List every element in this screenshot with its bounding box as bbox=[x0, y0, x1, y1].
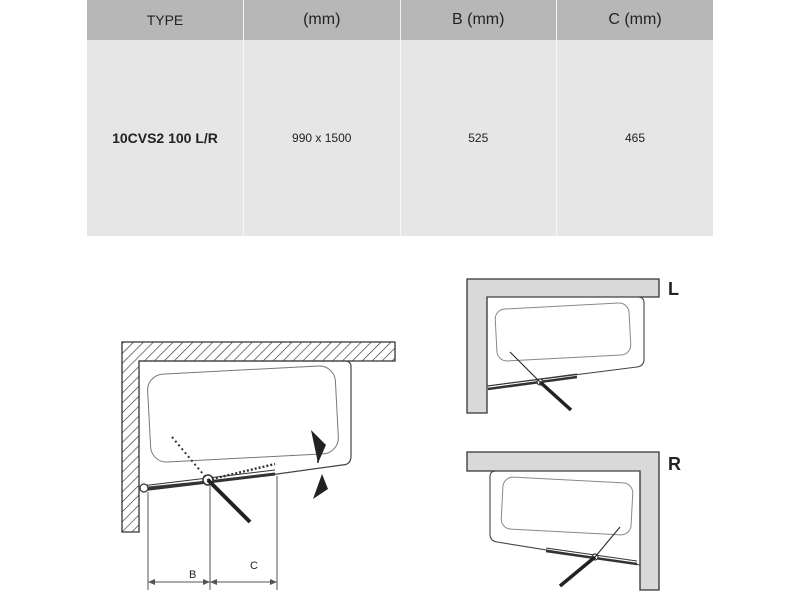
main-tub-basin bbox=[147, 365, 339, 463]
swing-arrow-down bbox=[313, 474, 328, 499]
cell-type: 10CVS2 100 L/R bbox=[87, 40, 244, 236]
right-variant-wall bbox=[467, 452, 659, 590]
left-variant-view bbox=[467, 279, 679, 413]
cell-c: 465 bbox=[557, 40, 714, 236]
main-hinge bbox=[140, 484, 148, 492]
right-variant-view bbox=[467, 452, 681, 590]
main-bathtub bbox=[139, 361, 351, 488]
left-variant-wall bbox=[467, 279, 659, 413]
dim-b-label: B bbox=[189, 569, 197, 581]
cell-size: 990 x 1500 bbox=[244, 40, 401, 236]
dim-c-label: C bbox=[250, 560, 258, 572]
cell-b: 525 bbox=[400, 40, 557, 236]
variant-left-label: L bbox=[668, 279, 679, 299]
header-size: (mm) bbox=[244, 0, 401, 40]
main-plan-view bbox=[122, 342, 395, 590]
right-variant-door-panel bbox=[595, 527, 620, 557]
variant-right-label: R bbox=[668, 454, 681, 474]
left-variant-bathtub bbox=[487, 297, 644, 386]
header-b: B (mm) bbox=[400, 0, 557, 40]
right-variant-tub-basin bbox=[501, 477, 634, 536]
header-c: C (mm) bbox=[557, 0, 714, 40]
left-variant-tub-basin bbox=[495, 303, 632, 362]
left-variant-door-panel bbox=[510, 352, 540, 382]
main-door-panel bbox=[208, 480, 250, 522]
main-wall bbox=[122, 342, 395, 532]
header-type: TYPE bbox=[87, 0, 244, 40]
